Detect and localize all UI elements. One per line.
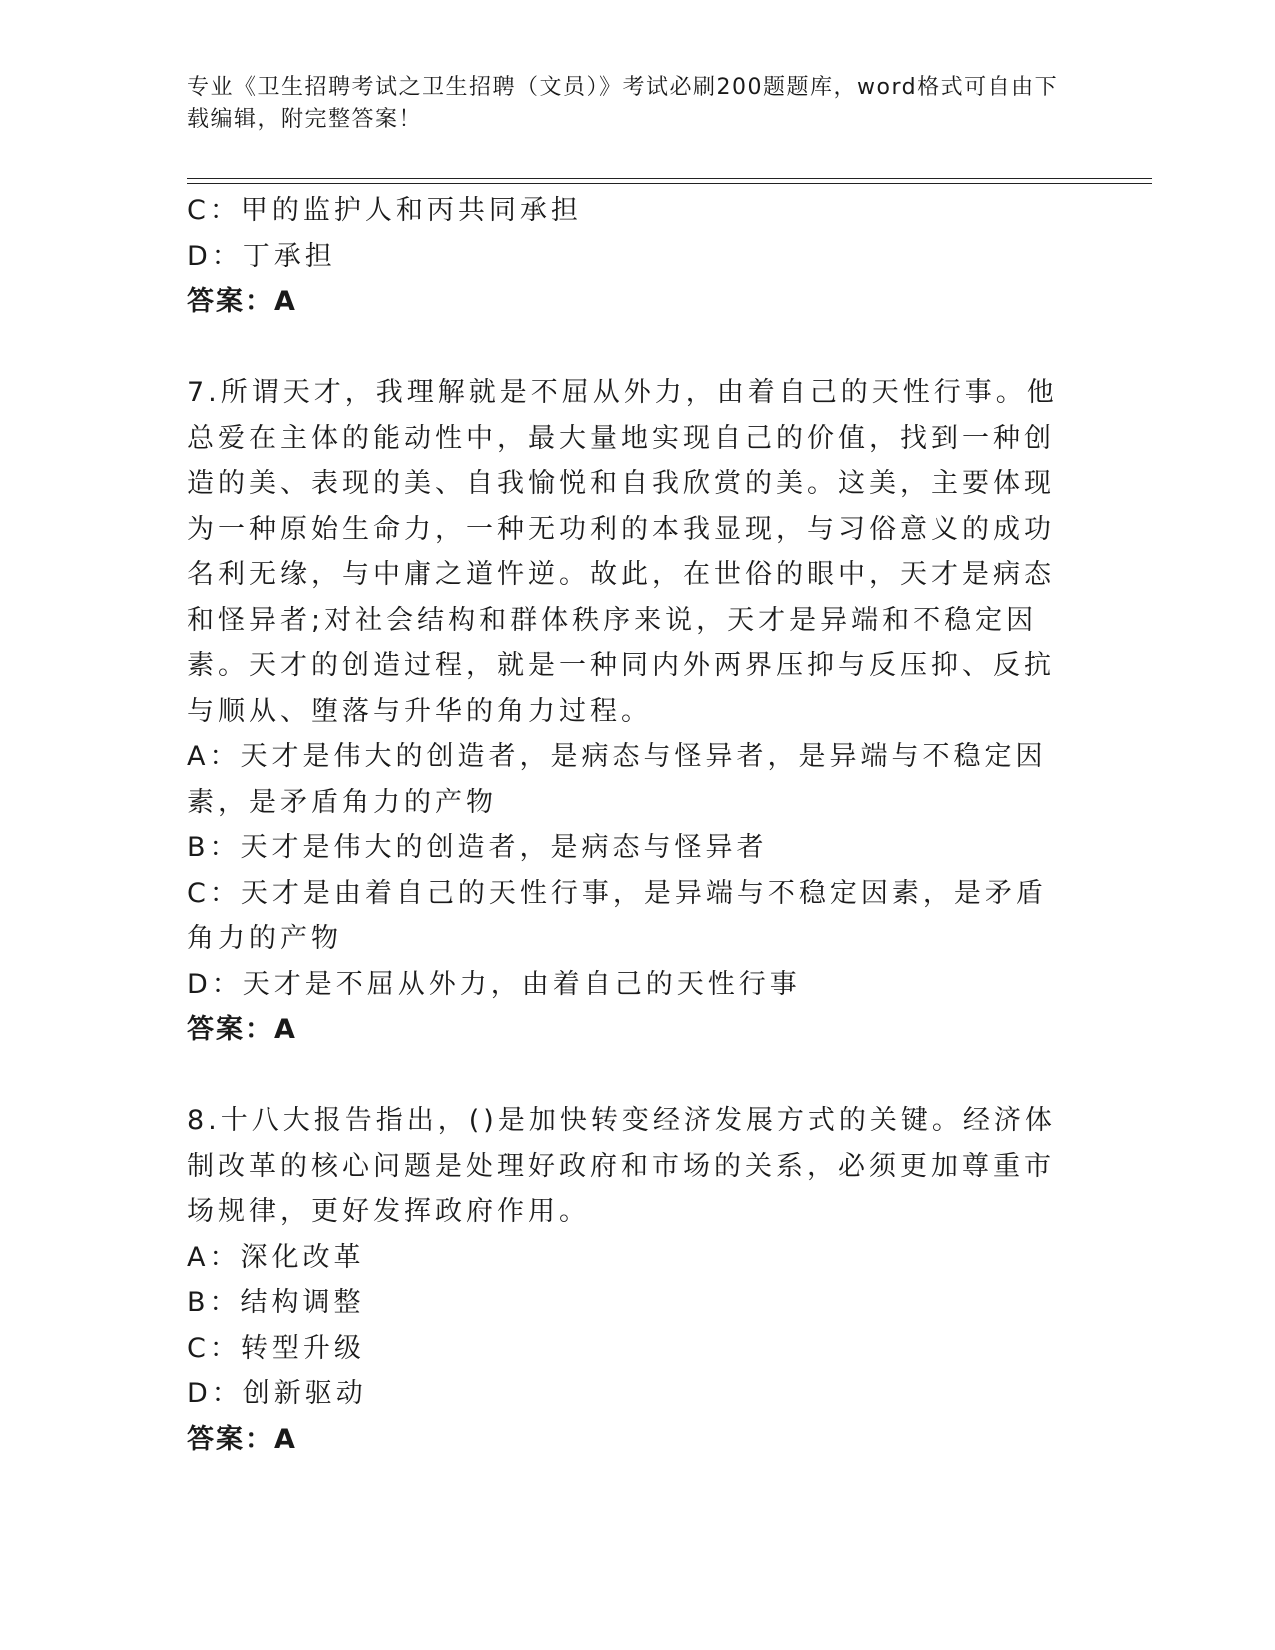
option-d: D：天才是不屈从外力，由着自己的天性行事 (187, 968, 801, 1000)
document-header (187, 72, 1067, 136)
question-7-block (187, 370, 1077, 1053)
answer-line: 答案：A (187, 286, 297, 317)
header-divider-bottom (187, 183, 1152, 184)
question-stem: 8.十八大报告指出，()是加快转变经济发展方式的关键。经济体制改革的核心问题是处理好政府和市场的关系，必须更加尊重市场规律，更好发挥政府作用。 (187, 1105, 1056, 1227)
option-c: C：甲的监护人和丙共同承担 (187, 195, 582, 226)
header-divider-top (187, 178, 1152, 179)
option-b: B：天才是伟大的创造者，是病态与怪异者 (187, 832, 768, 863)
option-c: C：天才是由着自己的天性行事，是异端与不稳定因素，是矛盾角力的产物 (187, 877, 1047, 954)
document-body (187, 188, 1077, 1462)
prev-question-block (187, 188, 1077, 325)
question-stem: 7.所谓天才，我理解就是不屈从外力，由着自己的天性行事。他总爱在主体的能动性中，最大量地实现自己的价值，找到一种创造的美、表现的美、自我愉悦和自我欣赏的美。这美，主要体现为一种原始生命力，一种无功利的本我显现，与习俗意义的成功名利无缘，与中庸之道忤逆。故此，在世俗的眼中，天才是病态和怪异者;对社会结构和群体秩序来说，天才是异端和不稳定因素。天才的创造过程，就是一种同内外两界压抑与反压抑、反抗与顺从、堕落与升华的角力过程。 (187, 377, 1058, 727)
spacer (187, 325, 1077, 371)
spacer (187, 1053, 1077, 1099)
answer-line: 答案：A (187, 1014, 297, 1045)
question-8-block (187, 1098, 1077, 1462)
option-b: B：结构调整 (187, 1287, 365, 1318)
option-a: A：深化改革 (187, 1241, 365, 1273)
option-d: D：丁承担 (187, 240, 336, 272)
option-c: C：转型升级 (187, 1332, 365, 1364)
option-d: D：创新驱动 (187, 1378, 367, 1409)
option-a: A：天才是伟大的创造者，是病态与怪异者，是异端与不稳定因素，是矛盾角力的产物 (187, 741, 1047, 818)
header-text: 专业《卫生招聘考试之卫生招聘（文员）》考试必刷200题题库，word格式可自由下载编辑，附完整答案！ (187, 75, 1059, 132)
answer-line: 答案：A (187, 1423, 297, 1455)
